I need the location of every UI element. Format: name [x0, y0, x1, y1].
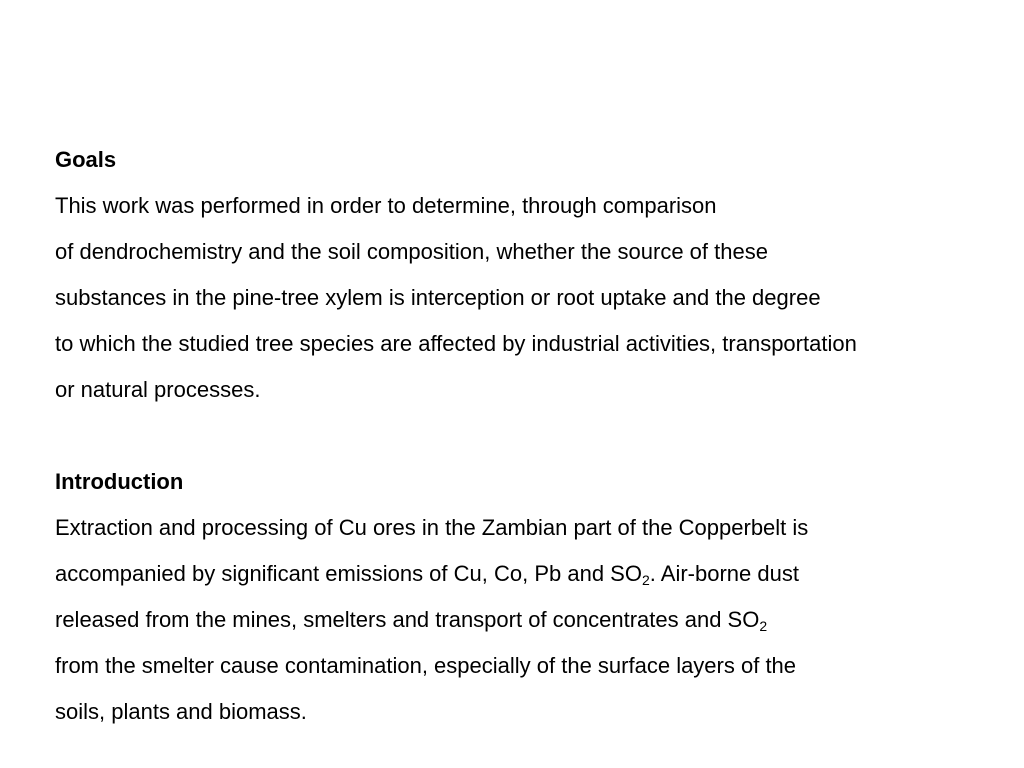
- goals-text-line: to which the studied tree species are affected by industrial activities, transportation: [55, 331, 857, 356]
- document-page: [55, 137, 1005, 735]
- text-segment: released from the mines, smelters and transport of concentrates and SO: [55, 607, 760, 632]
- introduction-section: [55, 459, 1005, 735]
- introduction-text-line: Extraction and processing of Cu ores in the Zambian part of the Copperbelt is: [55, 515, 809, 540]
- goals-heading: Goals: [55, 147, 117, 172]
- introduction-text-line: [55, 597, 1005, 643]
- introduction-text-line: from the smelter cause contamination, especially of the surface layers of the: [55, 653, 797, 678]
- text-segment: . Air-borne dust: [649, 561, 799, 586]
- subscript: 2: [641, 572, 650, 588]
- goals-section: [55, 137, 1005, 413]
- goals-text-line: substances in the pine-tree xylem is interception or root uptake and the degree: [55, 285, 821, 310]
- introduction-text-line: [55, 551, 1005, 597]
- section-spacer: [55, 413, 1005, 459]
- text-segment: accompanied by significant emissions of Cu, Co, Pb and SO: [55, 561, 642, 586]
- goals-text-line: This work was performed in order to determine, through comparison: [55, 193, 717, 218]
- introduction-heading: Introduction: [55, 469, 184, 494]
- introduction-text-line: soils, plants and biomass.: [55, 699, 307, 724]
- goals-text-line: of dendrochemistry and the soil composition, whether the source of these: [55, 239, 768, 264]
- subscript: 2: [759, 618, 768, 634]
- goals-text-line: or natural processes.: [55, 377, 261, 402]
